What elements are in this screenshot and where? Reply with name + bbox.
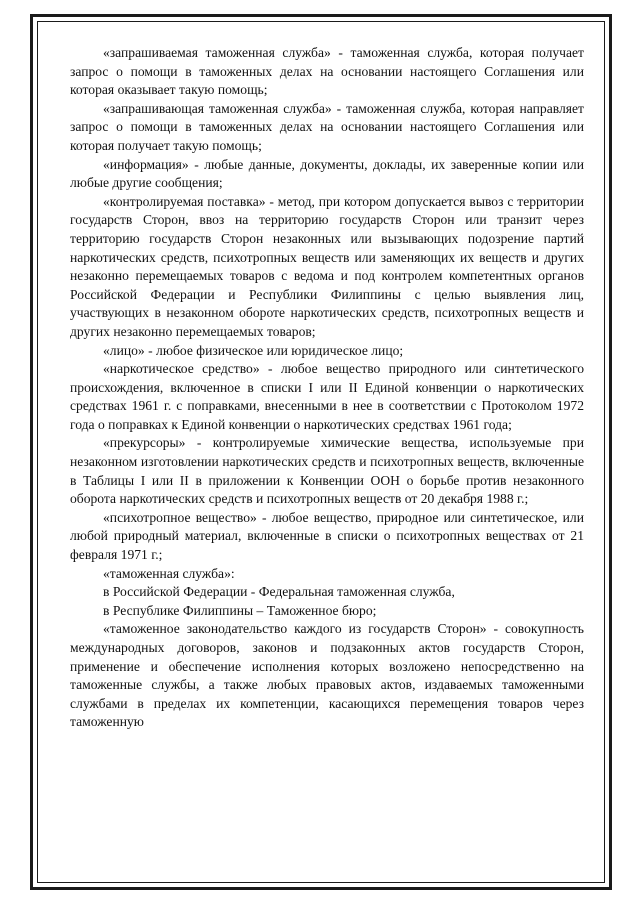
definition-paragraph: «таможенное законодательство каждого из государств Сторон» - совокупность международных договоров, законов и подзаконных актов государств Сторон, применение и обеспечение исполнения которых возложено непосредственно на таможенные службы, а также любых правовых актов, издаваемых таможенными службами в пределах их компетенции, касающихся перемещения товаров через таможенную	[70, 621, 584, 730]
definition-paragraph: «запрашивающая таможенная служба» - таможенная служба, которая направляет запрос о помощи в таможенных делах на основании настоящего Соглашения или которая получает такую помощь;	[70, 100, 584, 153]
definition-paragraph: в Российской Федерации - Федеральная таможенная служба,	[103, 584, 455, 600]
definition-paragraph: «психотропное вещество» - любое вещество, природное или синтетическое, или любой природный материал, включенные в списки о психотропных веществах от 21 февраля 1971 г.;	[70, 509, 584, 563]
definition-paragraph: «лицо» - любое физическое или юридическое лицо;	[103, 342, 404, 358]
definition-paragraph: «наркотическое средство» - любое вещество природного или синтетического происхождения, включенное в списки I или II Единой конвенции о наркотических средствах 1961 г. с поправками, внесенными в нее в соответствии с Протоколом 1972 года о поправках к Единой конвенции о наркотических средствах 1961 года;	[70, 361, 584, 432]
definition-paragraph: «запрашиваемая таможенная служба» - таможенная служба, которая получает запрос о помощи в таможенных делах на основании настоящего Соглашения или которая оказывает такую помощь;	[70, 45, 584, 98]
definition-paragraph: «контролируемая поставка» - метод, при котором допускается вывоз с территории государств Сторон, ввоз на территорию государств Сторон или транзит через территорию государств Сторон незаконных или вызывающих подозрение партий наркотических средств, психотропных веществ или заменяющих их веществ и других незаконно перемещаемых товаров с ведома и под контролем компетентных органов Российской Федерации и Республики Филиппины с целью выявления лиц, участвующих в незаконном обороте наркотических средств, психотропных веществ и других незаконно перемещаемых товаров;	[70, 193, 584, 339]
definition-paragraph: «информация» - любые данные, документы, доклады, их заверенные копии или любые другие сообщения;	[70, 156, 584, 191]
document-body	[70, 44, 584, 732]
definition-paragraph: в Республике Филиппины – Таможенное бюро;	[103, 602, 377, 618]
definition-paragraph: «таможенная служба»:	[103, 565, 235, 581]
definition-paragraph: «прекурсоры» - контролируемые химические вещества, используемые при незаконном изготовлении наркотических средств и психотропных веществ, включенные в Таблицы I или II в приложении к Конвенции ООН о борьбе против незаконного оборота наркотических средств и психотропных веществ от 20 декабря 1988 г.;	[70, 435, 584, 507]
